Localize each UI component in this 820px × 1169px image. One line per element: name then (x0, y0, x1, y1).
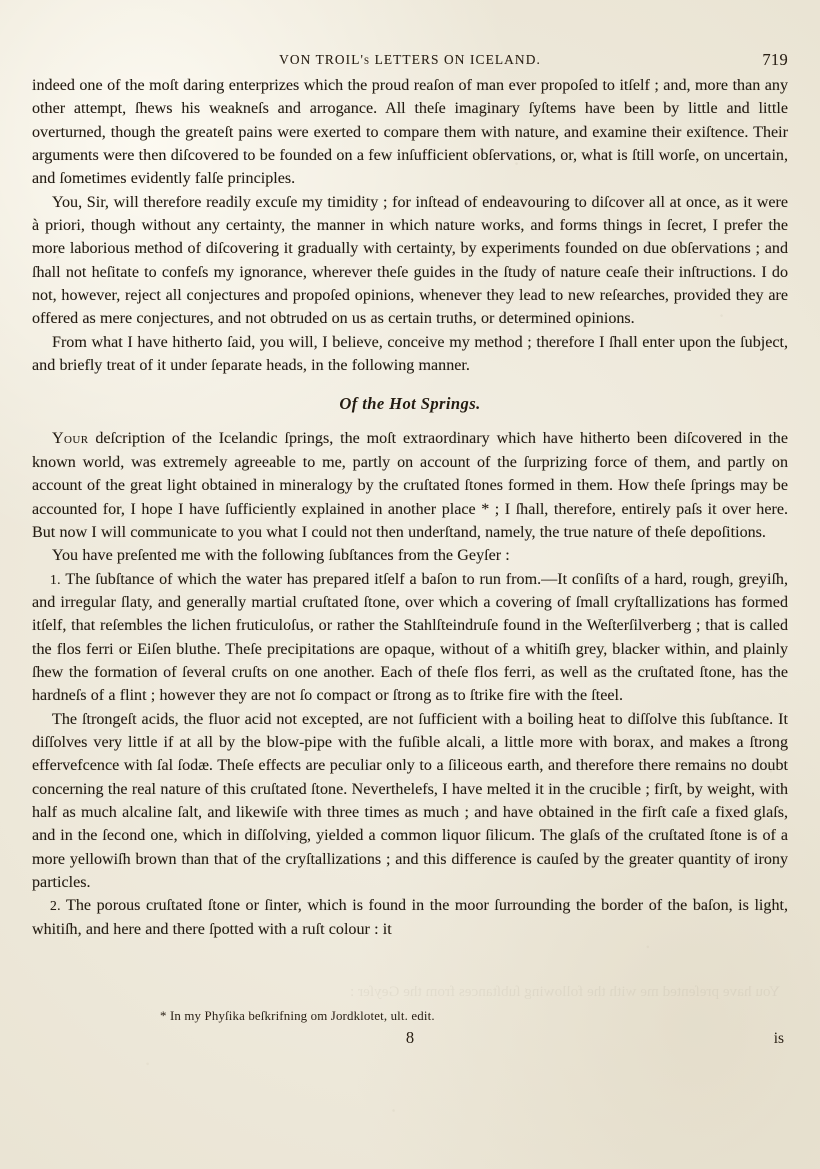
running-head (32, 52, 788, 70)
catchword: is (773, 1030, 784, 1047)
item-1-number: 1. (50, 571, 61, 587)
signature-mark: 8 (405, 1028, 415, 1047)
paragraph-strongest-acids: The ſtrongeſt acids, the fluor acid not excepted, are not ſufficient with a boiling heat to diſſolve this ſubſtance. It diſſolves very little if at all by the blow-pipe with the fuſible alcali, a little more with borax, and makes a ſtrong effervefcence with ſal ſodæ. Theſe effects are peculiar only to a ſiliceous earth, and therefore there remains no doubt concerning the real nature of this cruſtated ſtone. Neverthelefs, I have melted it in the crucible ; firſt, by weight, with half as much alcaline ſalt, and likewiſe with three times as much ; and have obtained in the firſt caſe a fixed glaſs, and in the ſecond one, which in diſſolving, yielded a common liquor ſilicum. The glaſs of the cruſtated ſtone is of a more yellowiſh brown than that of the cryſtallizations ; and this difference is cauſed by the greater quantity of irony particles. (32, 710, 788, 891)
item-2-number: 2. (50, 898, 61, 914)
item-1-text: The ſubſtance of which the water has prepared itſelf a baſon to run from.—It conſiſts of a hard, rough, greyiſh, and irregular ſlaty, and generally martial cruſtated ſtone, over which a covering of ſmall cryſtallizations has formed itſelf, that reſembles the lichen fruticuloſus, or rather the Stahlſteindruſe found in the Weſterſilverberg ; that is called the flos ferri or Eiſen bluthe. Theſe precipitations are opaque, without of a whitiſh grey, blacker within, and plainly ſhew the formation of ſeveral cruſts on one another. Each of theſe flos ferri, as well as the cruſtated ſtone, has the hardneſs of a flint ; however they are not ſo compact or ſtrong as to ſtrike fire with the ſteel. (32, 570, 788, 705)
text-block (32, 74, 788, 941)
footnote: * In my Phyſika beſkrifning om Jordklotet, ult. edit. (160, 1009, 435, 1023)
section-heading-hot-springs: Of the Hot Springs. (339, 394, 481, 414)
paragraph-your-description (32, 427, 788, 544)
page-folio-number: 719 (762, 50, 788, 69)
numbered-item-2 (32, 894, 788, 941)
paragraph-continuation: indeed one of the moſt daring enterprizes which the proud reaſon of man ever propoſed to itſelf ; and, more than any other attempt, ſhews his weakneſs and arrogance. All theſe imaginary ſyſtems have been by little and little overturned, though the greateſt pains were exerted to compare them with nature, and examine their exiſtence. Their arguments were then diſcovered to be founded on a few inſufficient obſervations, or, what is ſtill worſe, on uncertain, and ſometimes evidently falſe principles. (32, 77, 788, 188)
paragraph-from-what: From what I have hitherto ſaid, you will, I believe, conceive my method ; therefore I ſhall enter upon the ſubject, and briefly treat of it under ſeparate heads, in the following manner. (32, 333, 788, 375)
small-caps-opening-word: Your (52, 430, 89, 448)
numbered-item-1 (32, 568, 788, 708)
paragraph-your-description-text: deſcription of the Icelandic ſprings, the moſt extraordinary which have hitherto been diſcovered in the known world, was extremely agreeable to me, partly on account of the ſurprizing force of them, and partly on account of the great light obtained in mineralogy by the cruſtated ſtones formed in them. How theſe ſprings may be accounted for, I hope I have ſufficiently explained in another place * ; I ſhall, therefore, entirely paſs it over here. But now I will communicate to you what I could not then underſtand, namely, the true nature of theſe depoſitions. (32, 430, 788, 541)
paragraph-you-have-presented: You have preſented me with the following ſubſtances from the Geyſer : (52, 547, 510, 565)
item-2-text: The porous cruſtated ſtone or ſinter, which is found in the moor ſurrounding the border of the baſon, is light, whitiſh, and here and there ſpotted with a ruſt colour : it (32, 897, 788, 938)
running-head-title: VON TROIL's LETTERS ON ICELAND. (279, 52, 541, 67)
paragraph-you-sir: You, Sir, will therefore readily excuſe my timidity ; for inſtead of endeavouring to diſcover all at once, as it were à priori, though without any certainty, the manner in which nature works, and forms things in ſecret, I prefer the more laborious method of diſcovering it gradually with certainty, by experiments founded on due obſervations ; and ſhall not heſitate to confeſs my ignorance, wherever theſe guides in the ſtudy of nature ceaſe their inſtructions. I do not, however, reject all conjectures and propoſed opinions, whenever they lead to new reſearches, provided they are offered as mere conjectures, and not obtruded on us as certain truths, or determined opinions. (32, 193, 788, 328)
verso-show-through: You have preſented me with the following ſubſtances from the Geyſer : (350, 983, 780, 1000)
